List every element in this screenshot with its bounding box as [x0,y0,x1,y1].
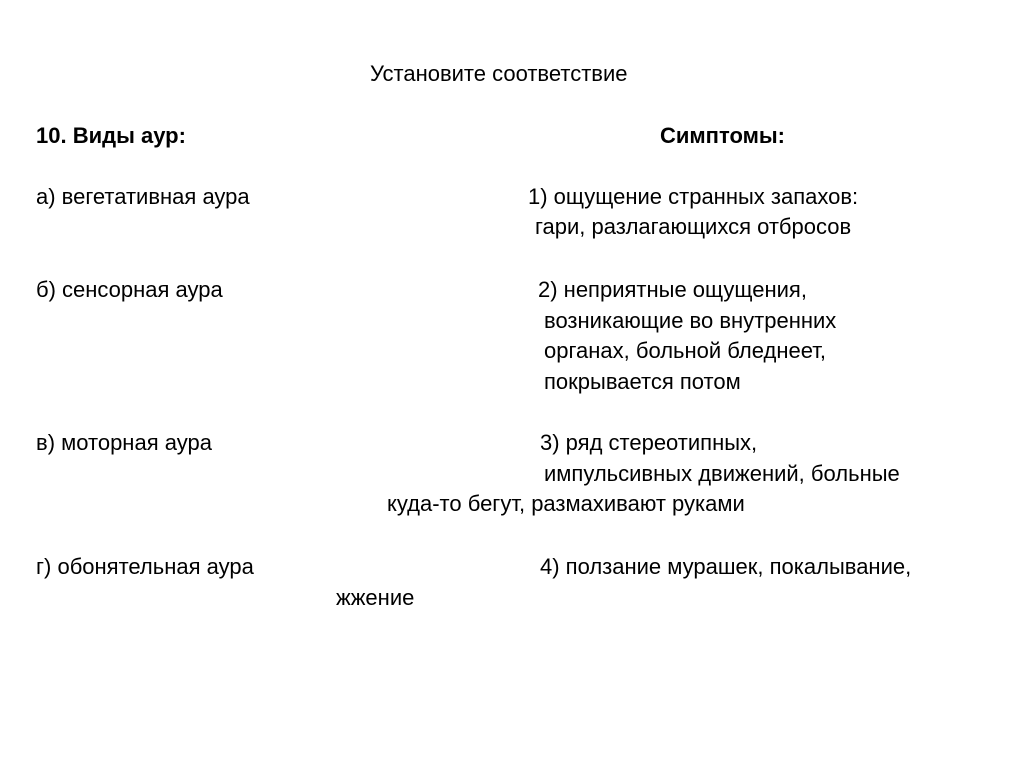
symptom-line: куда-то бегут, размахивают руками [387,491,745,516]
symptom-line: 3) ряд стереотипных, [540,430,758,455]
aura-item: б) сенсорная аура [36,277,223,302]
symptoms-heading: Симптомы: [660,123,785,148]
aura-item: г) обонятельная аура [36,554,254,579]
symptom-line: покрывается потом [544,369,741,394]
symptom-line: гари, разлагающихся отбросов [535,214,852,239]
symptom-line: жжение [336,585,415,610]
symptom-line: возникающие во внутренних [544,308,837,333]
symptom-line: органах, больной бледнеет, [544,338,826,363]
symptom-line: 1) ощущение странных запахов: [528,184,859,209]
symptom-line: 4) ползание мурашек, покалывание, [540,554,912,579]
aura-item: а) вегетативная аура [36,184,250,209]
aura-item: в) моторная аура [36,430,212,455]
symptom-line: импульсивных движений, больные [544,461,900,486]
symptom-line: 2) неприятные ощущения, [538,277,807,302]
question-heading: 10. Виды аур: [36,123,186,148]
slide-title: Установите соответствие [370,61,628,86]
